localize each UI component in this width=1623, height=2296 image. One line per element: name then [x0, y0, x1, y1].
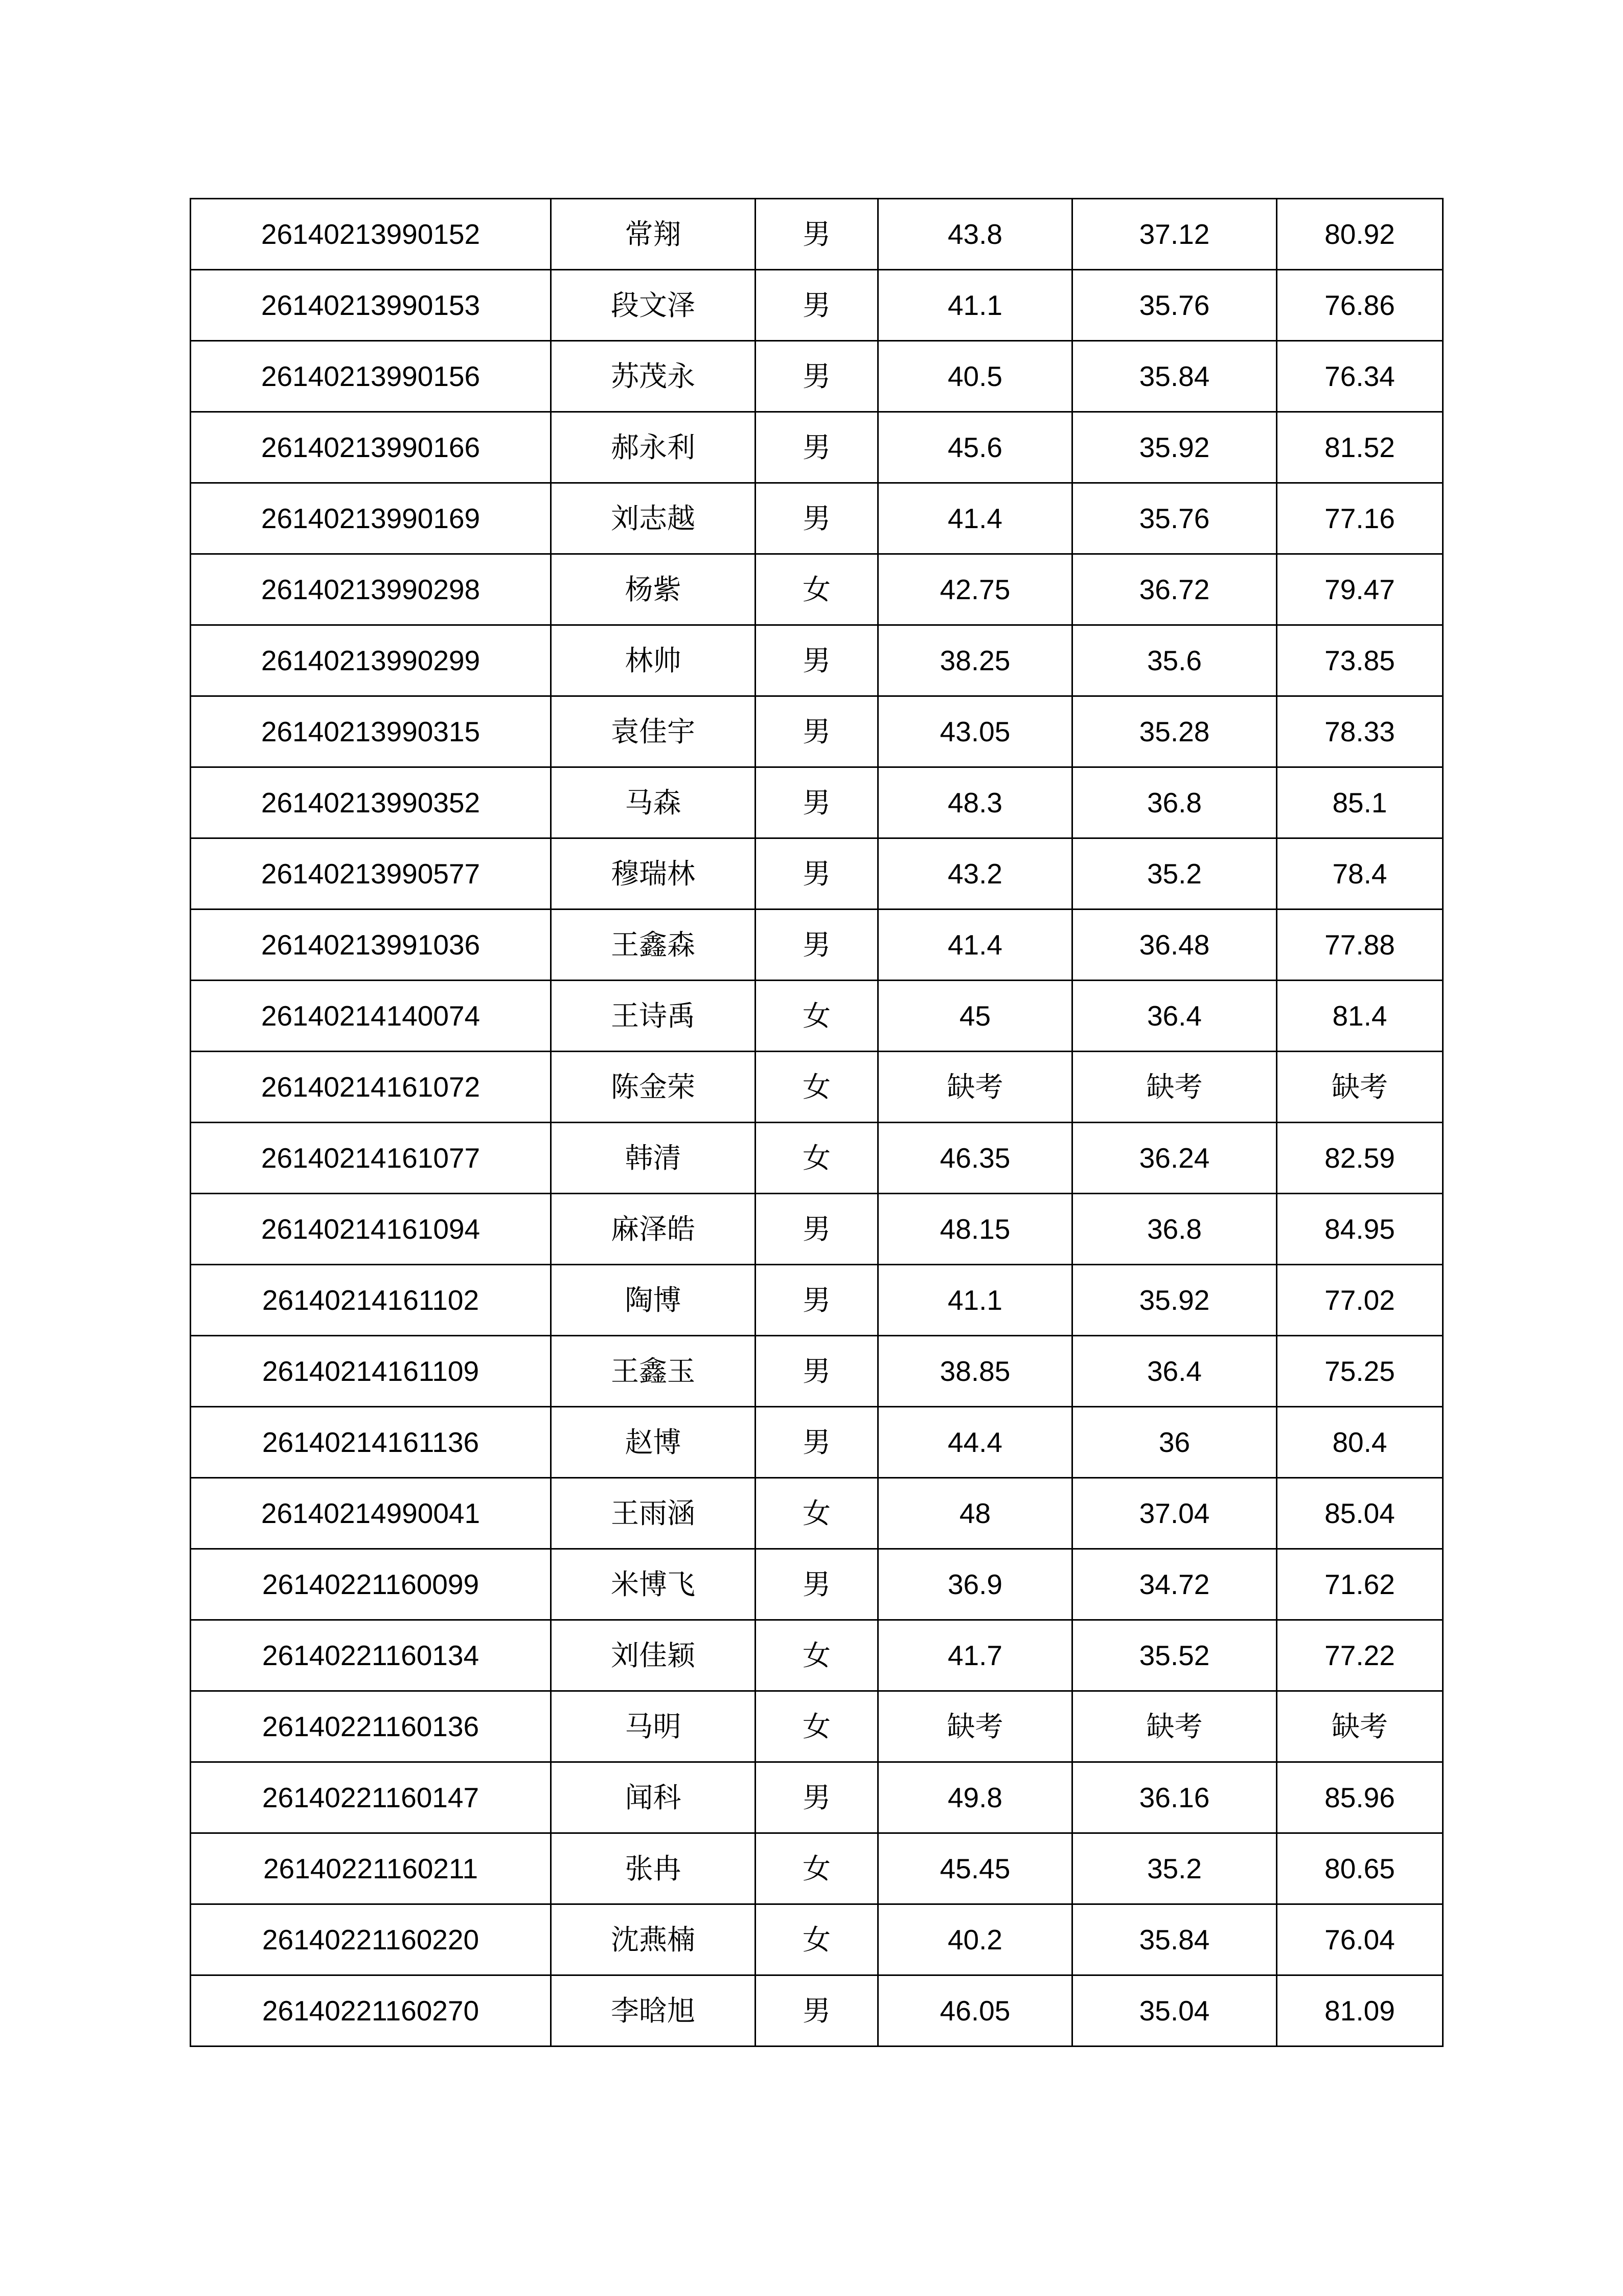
gender-cell: 男 [756, 767, 878, 838]
score2-cell: 35.04 [1072, 1975, 1277, 2047]
gender-cell: 女 [756, 981, 878, 1052]
candidate-id-cell: 26140213990315 [191, 696, 551, 767]
total-cell: 78.33 [1277, 696, 1443, 767]
table-row [191, 1336, 1443, 1407]
candidate-id-cell: 26140213990156 [191, 341, 551, 412]
score1-cell: 缺考 [878, 1691, 1072, 1762]
name-cell: 赵博 [551, 1407, 756, 1478]
candidate-id-cell: 26140213990352 [191, 767, 551, 838]
table-row [191, 1052, 1443, 1123]
table-row [191, 270, 1443, 341]
table-row [191, 554, 1443, 625]
score1-cell: 40.5 [878, 341, 1072, 412]
score2-cell: 36.48 [1072, 910, 1277, 981]
name-cell: 刘佳颖 [551, 1620, 756, 1691]
total-cell: 85.96 [1277, 1762, 1443, 1833]
name-cell: 袁佳宇 [551, 696, 756, 767]
name-cell: 林帅 [551, 625, 756, 696]
table-row [191, 981, 1443, 1052]
candidate-id-cell: 26140214161072 [191, 1052, 551, 1123]
score2-cell: 35.2 [1072, 838, 1277, 910]
total-cell: 84.95 [1277, 1194, 1443, 1265]
candidate-id-cell: 26140214161094 [191, 1194, 551, 1265]
table-row [191, 1123, 1443, 1194]
score2-cell: 34.72 [1072, 1549, 1277, 1620]
score2-cell: 36.24 [1072, 1123, 1277, 1194]
score1-cell: 48.3 [878, 767, 1072, 838]
score2-cell: 35.76 [1072, 270, 1277, 341]
table-row [191, 1549, 1443, 1620]
gender-cell: 女 [756, 1123, 878, 1194]
total-cell: 77.02 [1277, 1265, 1443, 1336]
name-cell: 王诗禹 [551, 981, 756, 1052]
table-body [191, 199, 1443, 2047]
score2-cell: 37.12 [1072, 199, 1277, 270]
total-cell: 80.4 [1277, 1407, 1443, 1478]
score1-cell: 38.25 [878, 625, 1072, 696]
table-row [191, 1407, 1443, 1478]
table-row [191, 625, 1443, 696]
score1-cell: 41.4 [878, 910, 1072, 981]
gender-cell: 女 [756, 1904, 878, 1975]
name-cell: 常翔 [551, 199, 756, 270]
gender-cell: 男 [756, 696, 878, 767]
total-cell: 81.09 [1277, 1975, 1443, 2047]
name-cell: 陈金荣 [551, 1052, 756, 1123]
candidate-id-cell: 26140214161109 [191, 1336, 551, 1407]
gender-cell: 女 [756, 1052, 878, 1123]
name-cell: 段文泽 [551, 270, 756, 341]
name-cell: 苏茂永 [551, 341, 756, 412]
score2-cell: 35.76 [1072, 483, 1277, 554]
score1-cell: 42.75 [878, 554, 1072, 625]
name-cell: 郝永利 [551, 412, 756, 483]
total-cell: 79.47 [1277, 554, 1443, 625]
score2-cell: 36.72 [1072, 554, 1277, 625]
score1-cell: 48.15 [878, 1194, 1072, 1265]
candidate-id-cell: 26140213990299 [191, 625, 551, 696]
name-cell: 闻科 [551, 1762, 756, 1833]
score2-cell: 36.8 [1072, 1194, 1277, 1265]
score1-cell: 43.8 [878, 199, 1072, 270]
score1-cell: 43.05 [878, 696, 1072, 767]
gender-cell: 男 [756, 412, 878, 483]
total-cell: 77.22 [1277, 1620, 1443, 1691]
total-cell: 76.34 [1277, 341, 1443, 412]
name-cell: 马明 [551, 1691, 756, 1762]
gender-cell: 女 [756, 1833, 878, 1904]
total-cell: 81.52 [1277, 412, 1443, 483]
name-cell: 陶博 [551, 1265, 756, 1336]
gender-cell: 男 [756, 1336, 878, 1407]
name-cell: 麻泽皓 [551, 1194, 756, 1265]
name-cell: 王雨涵 [551, 1478, 756, 1549]
candidate-id-cell: 26140221160099 [191, 1549, 551, 1620]
table-row [191, 199, 1443, 270]
score1-cell: 36.9 [878, 1549, 1072, 1620]
score1-cell: 40.2 [878, 1904, 1072, 1975]
table-row [191, 1691, 1443, 1762]
score2-cell: 35.92 [1072, 412, 1277, 483]
candidate-id-cell: 26140214161077 [191, 1123, 551, 1194]
total-cell: 81.4 [1277, 981, 1443, 1052]
table-row [191, 1975, 1443, 2047]
score1-cell: 45 [878, 981, 1072, 1052]
total-cell: 76.86 [1277, 270, 1443, 341]
candidate-id-cell: 26140221160220 [191, 1904, 551, 1975]
name-cell: 杨紫 [551, 554, 756, 625]
gender-cell: 女 [756, 1478, 878, 1549]
total-cell: 78.4 [1277, 838, 1443, 910]
name-cell: 刘志越 [551, 483, 756, 554]
score1-cell: 缺考 [878, 1052, 1072, 1123]
table-row [191, 910, 1443, 981]
gender-cell: 男 [756, 270, 878, 341]
name-cell: 韩清 [551, 1123, 756, 1194]
total-cell: 75.25 [1277, 1336, 1443, 1407]
table-row [191, 1478, 1443, 1549]
gender-cell: 男 [756, 625, 878, 696]
score2-cell: 35.6 [1072, 625, 1277, 696]
total-cell: 82.59 [1277, 1123, 1443, 1194]
score1-cell: 41.7 [878, 1620, 1072, 1691]
score1-cell: 46.05 [878, 1975, 1072, 2047]
score1-cell: 41.1 [878, 270, 1072, 341]
gender-cell: 女 [756, 1691, 878, 1762]
candidate-id-cell: 26140214140074 [191, 981, 551, 1052]
score2-cell: 36 [1072, 1407, 1277, 1478]
name-cell: 穆瑞林 [551, 838, 756, 910]
candidate-id-cell: 26140214161102 [191, 1265, 551, 1336]
candidate-id-cell: 26140221160136 [191, 1691, 551, 1762]
table-row [191, 767, 1443, 838]
total-cell: 85.1 [1277, 767, 1443, 838]
table-row [191, 1265, 1443, 1336]
name-cell: 李晗旭 [551, 1975, 756, 2047]
table-row [191, 1620, 1443, 1691]
score1-cell: 49.8 [878, 1762, 1072, 1833]
candidate-id-cell: 26140221160270 [191, 1975, 551, 2047]
score2-cell: 36.16 [1072, 1762, 1277, 1833]
candidate-id-cell: 26140213990166 [191, 412, 551, 483]
gender-cell: 男 [756, 199, 878, 270]
score2-cell: 37.04 [1072, 1478, 1277, 1549]
table-row [191, 1833, 1443, 1904]
score2-cell: 缺考 [1072, 1691, 1277, 1762]
score2-cell: 36.4 [1072, 1336, 1277, 1407]
score2-cell: 35.84 [1072, 341, 1277, 412]
candidate-id-cell: 26140221160147 [191, 1762, 551, 1833]
gender-cell: 男 [756, 341, 878, 412]
name-cell: 马森 [551, 767, 756, 838]
table-row [191, 1762, 1443, 1833]
score1-cell: 38.85 [878, 1336, 1072, 1407]
table-row [191, 341, 1443, 412]
total-cell: 80.65 [1277, 1833, 1443, 1904]
score2-cell: 35.52 [1072, 1620, 1277, 1691]
score2-cell: 缺考 [1072, 1052, 1277, 1123]
score1-cell: 44.4 [878, 1407, 1072, 1478]
total-cell: 85.04 [1277, 1478, 1443, 1549]
name-cell: 米博飞 [551, 1549, 756, 1620]
candidate-id-cell: 26140221160211 [191, 1833, 551, 1904]
table-row [191, 483, 1443, 554]
gender-cell: 女 [756, 1620, 878, 1691]
table-row [191, 1904, 1443, 1975]
candidate-id-cell: 26140213990153 [191, 270, 551, 341]
score1-cell: 41.4 [878, 483, 1072, 554]
score2-cell: 35.92 [1072, 1265, 1277, 1336]
name-cell: 王鑫森 [551, 910, 756, 981]
name-cell: 沈燕楠 [551, 1904, 756, 1975]
total-cell: 77.88 [1277, 910, 1443, 981]
table-row [191, 1194, 1443, 1265]
score1-cell: 45.45 [878, 1833, 1072, 1904]
score2-cell: 35.2 [1072, 1833, 1277, 1904]
gender-cell: 男 [756, 838, 878, 910]
candidate-id-cell: 26140213990577 [191, 838, 551, 910]
gender-cell: 女 [756, 554, 878, 625]
score2-cell: 35.28 [1072, 696, 1277, 767]
gender-cell: 男 [756, 1975, 878, 2047]
total-cell: 71.62 [1277, 1549, 1443, 1620]
score2-cell: 36.8 [1072, 767, 1277, 838]
gender-cell: 男 [756, 1549, 878, 1620]
candidate-id-cell: 26140213991036 [191, 910, 551, 981]
table-row [191, 696, 1443, 767]
score1-cell: 41.1 [878, 1265, 1072, 1336]
score1-cell: 48 [878, 1478, 1072, 1549]
gender-cell: 男 [756, 1407, 878, 1478]
table-row [191, 838, 1443, 910]
name-cell: 王鑫玉 [551, 1336, 756, 1407]
score1-cell: 45.6 [878, 412, 1072, 483]
table-row [191, 412, 1443, 483]
candidate-id-cell: 26140214990041 [191, 1478, 551, 1549]
score2-cell: 36.4 [1072, 981, 1277, 1052]
candidate-id-cell: 26140213990298 [191, 554, 551, 625]
total-cell: 缺考 [1277, 1052, 1443, 1123]
score1-cell: 43.2 [878, 838, 1072, 910]
candidate-id-cell: 26140221160134 [191, 1620, 551, 1691]
candidate-id-cell: 26140213990169 [191, 483, 551, 554]
score-table [190, 198, 1444, 2047]
name-cell: 张冉 [551, 1833, 756, 1904]
total-cell: 73.85 [1277, 625, 1443, 696]
total-cell: 缺考 [1277, 1691, 1443, 1762]
total-cell: 76.04 [1277, 1904, 1443, 1975]
gender-cell: 男 [756, 910, 878, 981]
score1-cell: 46.35 [878, 1123, 1072, 1194]
total-cell: 80.92 [1277, 199, 1443, 270]
candidate-id-cell: 26140214161136 [191, 1407, 551, 1478]
candidate-id-cell: 26140213990152 [191, 199, 551, 270]
gender-cell: 男 [756, 1762, 878, 1833]
score2-cell: 35.84 [1072, 1904, 1277, 1975]
total-cell: 77.16 [1277, 483, 1443, 554]
gender-cell: 男 [756, 1265, 878, 1336]
gender-cell: 男 [756, 1194, 878, 1265]
gender-cell: 男 [756, 483, 878, 554]
